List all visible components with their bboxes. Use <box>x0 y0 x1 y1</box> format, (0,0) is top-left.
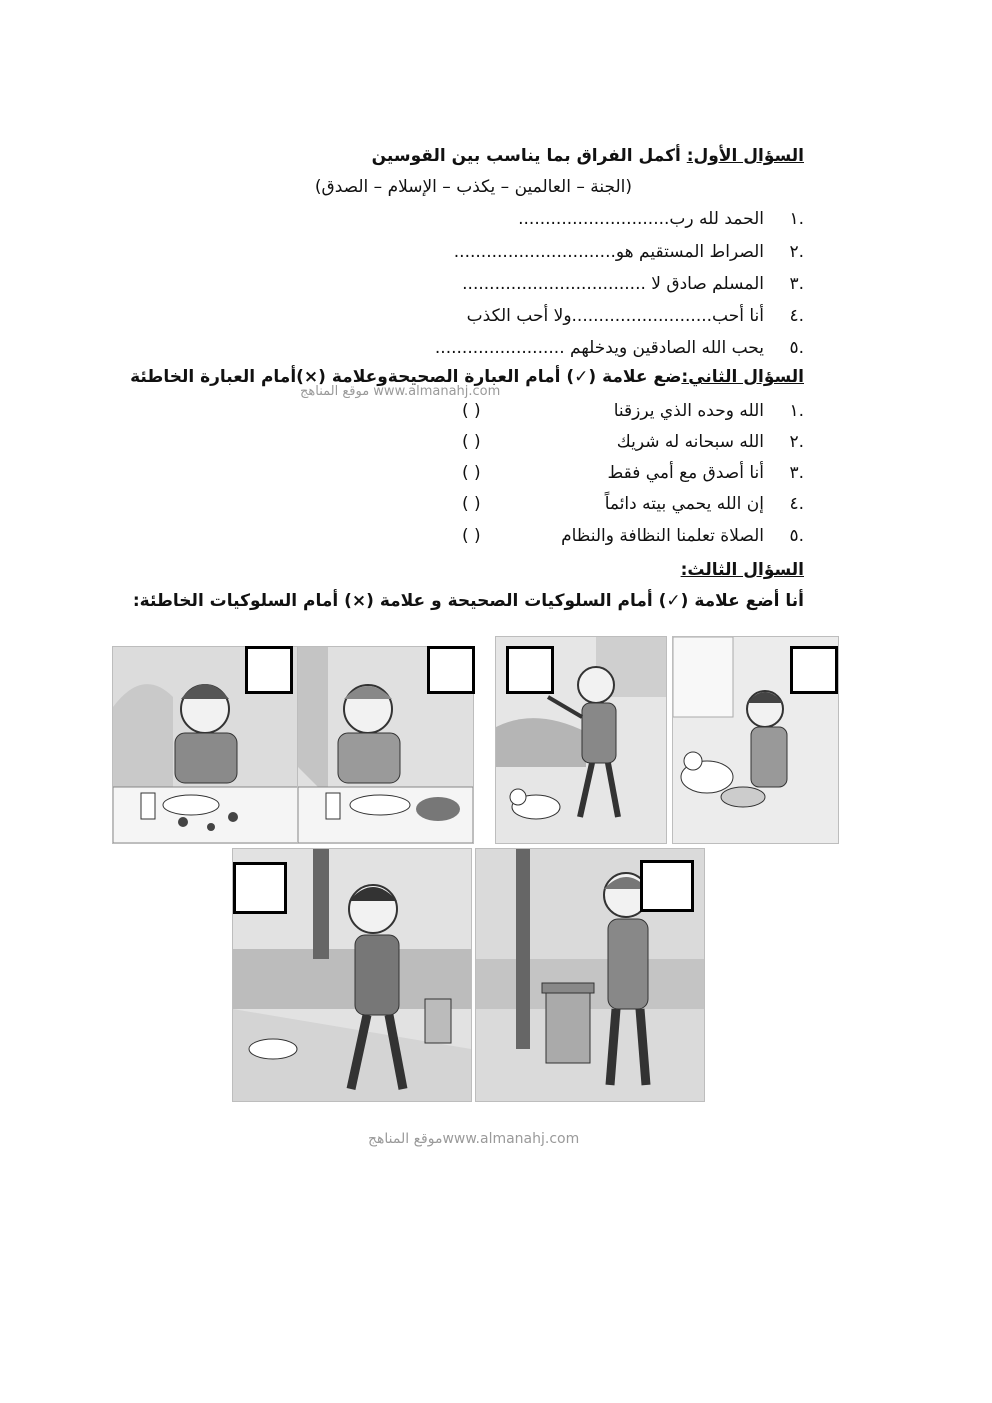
q1-item-5-num: .٥ <box>789 338 804 358</box>
q1-word-bank: (الجنة – العالمين – يكذب – الإسلام – الصدق) <box>314 177 632 197</box>
answer-box-boy-feeding-cat[interactable] <box>790 646 838 694</box>
answer-box-boy-littering[interactable] <box>233 862 287 914</box>
q2-item-2-answer[interactable]: ( ) <box>462 432 481 452</box>
q2-item-3 <box>607 463 804 483</box>
q2-item-1-answer[interactable]: ( ) <box>462 401 481 421</box>
q1-item-4-text: أنا أحب..........................ولا أحب الكذب <box>466 306 764 326</box>
q1-item-3 <box>462 274 804 294</box>
q1-item-3-text: المسلم صادق لا .................................. <box>462 274 764 294</box>
q2-item-5-text: الصلاة تعلمنا النظافة والنظام <box>561 526 764 546</box>
q2-item-4-text: إن الله يحمي بيته دائماً <box>604 494 764 514</box>
q2-item-4-num: .٤ <box>789 494 804 514</box>
q2-item-2-num: .٢ <box>789 432 804 452</box>
q2-watermark: موقع المناهج www.almanahj.com <box>300 384 501 399</box>
footer-watermark: موقع المناهجwww.almanahj.com <box>368 1131 580 1147</box>
q1-item-3-num: .٣ <box>789 274 804 294</box>
q2-item-5-answer[interactable]: ( ) <box>462 526 481 546</box>
q1-item-2 <box>454 242 804 262</box>
q2-item-5 <box>561 526 804 546</box>
q1-heading <box>372 146 804 166</box>
q1-item-5-text: يحب الله الصادقين ويدخلهم ........................ <box>434 338 764 358</box>
q2-item-1-text: الله وحده الذي يرزقنا <box>613 401 764 421</box>
answer-box-boy-eating-messily[interactable] <box>245 646 293 694</box>
answer-box-boy-using-trash-bin[interactable] <box>640 860 694 912</box>
q1-item-2-num: .٢ <box>789 242 804 262</box>
q2-item-3-num: .٣ <box>789 463 804 483</box>
q2-item-2-text: الله سبحانه له شريك <box>616 432 764 452</box>
q2-item-3-text: أنا أصدق مع أمي فقط <box>607 463 764 483</box>
q1-item-4-num: .٤ <box>789 306 804 326</box>
q1-item-2-text: الصراط المستقيم هو.............................. <box>453 242 764 262</box>
q2-item-3-answer[interactable]: ( ) <box>462 463 481 483</box>
answer-box-boy-eating-neatly[interactable] <box>427 646 475 694</box>
q2-item-4-answer[interactable]: ( ) <box>462 494 481 514</box>
q3-prompt: أنا أضع علامة (✓) أمام السلوكيات الصحيحة و علامة (×) أمام السلوكيات الخاطئة: <box>132 591 804 611</box>
q1-item-1 <box>518 209 804 229</box>
answer-box-boy-hitting-cat[interactable] <box>506 646 554 694</box>
q2-item-2 <box>617 432 804 452</box>
q1-item-1-text: الحمد لله رب............................ <box>518 209 764 229</box>
q2-item-5-num: .٥ <box>789 526 804 546</box>
q3-label-text: السؤال الثالث: <box>680 560 804 580</box>
q1-item-1-num: .١ <box>789 209 804 229</box>
q3-label <box>681 560 804 580</box>
q2-prompt: ضع علامة (✓) أمام العبارة الصحيحةوعلامة (×)أمام العبارة الخاطئة <box>130 367 682 387</box>
q2-label: السؤال الثاني: <box>681 367 804 387</box>
q2-item-4 <box>605 494 804 514</box>
q2-item-1 <box>614 401 804 421</box>
q1-prompt: أكمل الفراق بما يناسب بين القوسين <box>371 146 687 166</box>
q2-item-1-num: .١ <box>789 401 804 421</box>
q1-item-4 <box>467 306 804 326</box>
q1-item-5 <box>435 338 804 358</box>
q1-label: السؤال الأول: <box>686 146 804 166</box>
